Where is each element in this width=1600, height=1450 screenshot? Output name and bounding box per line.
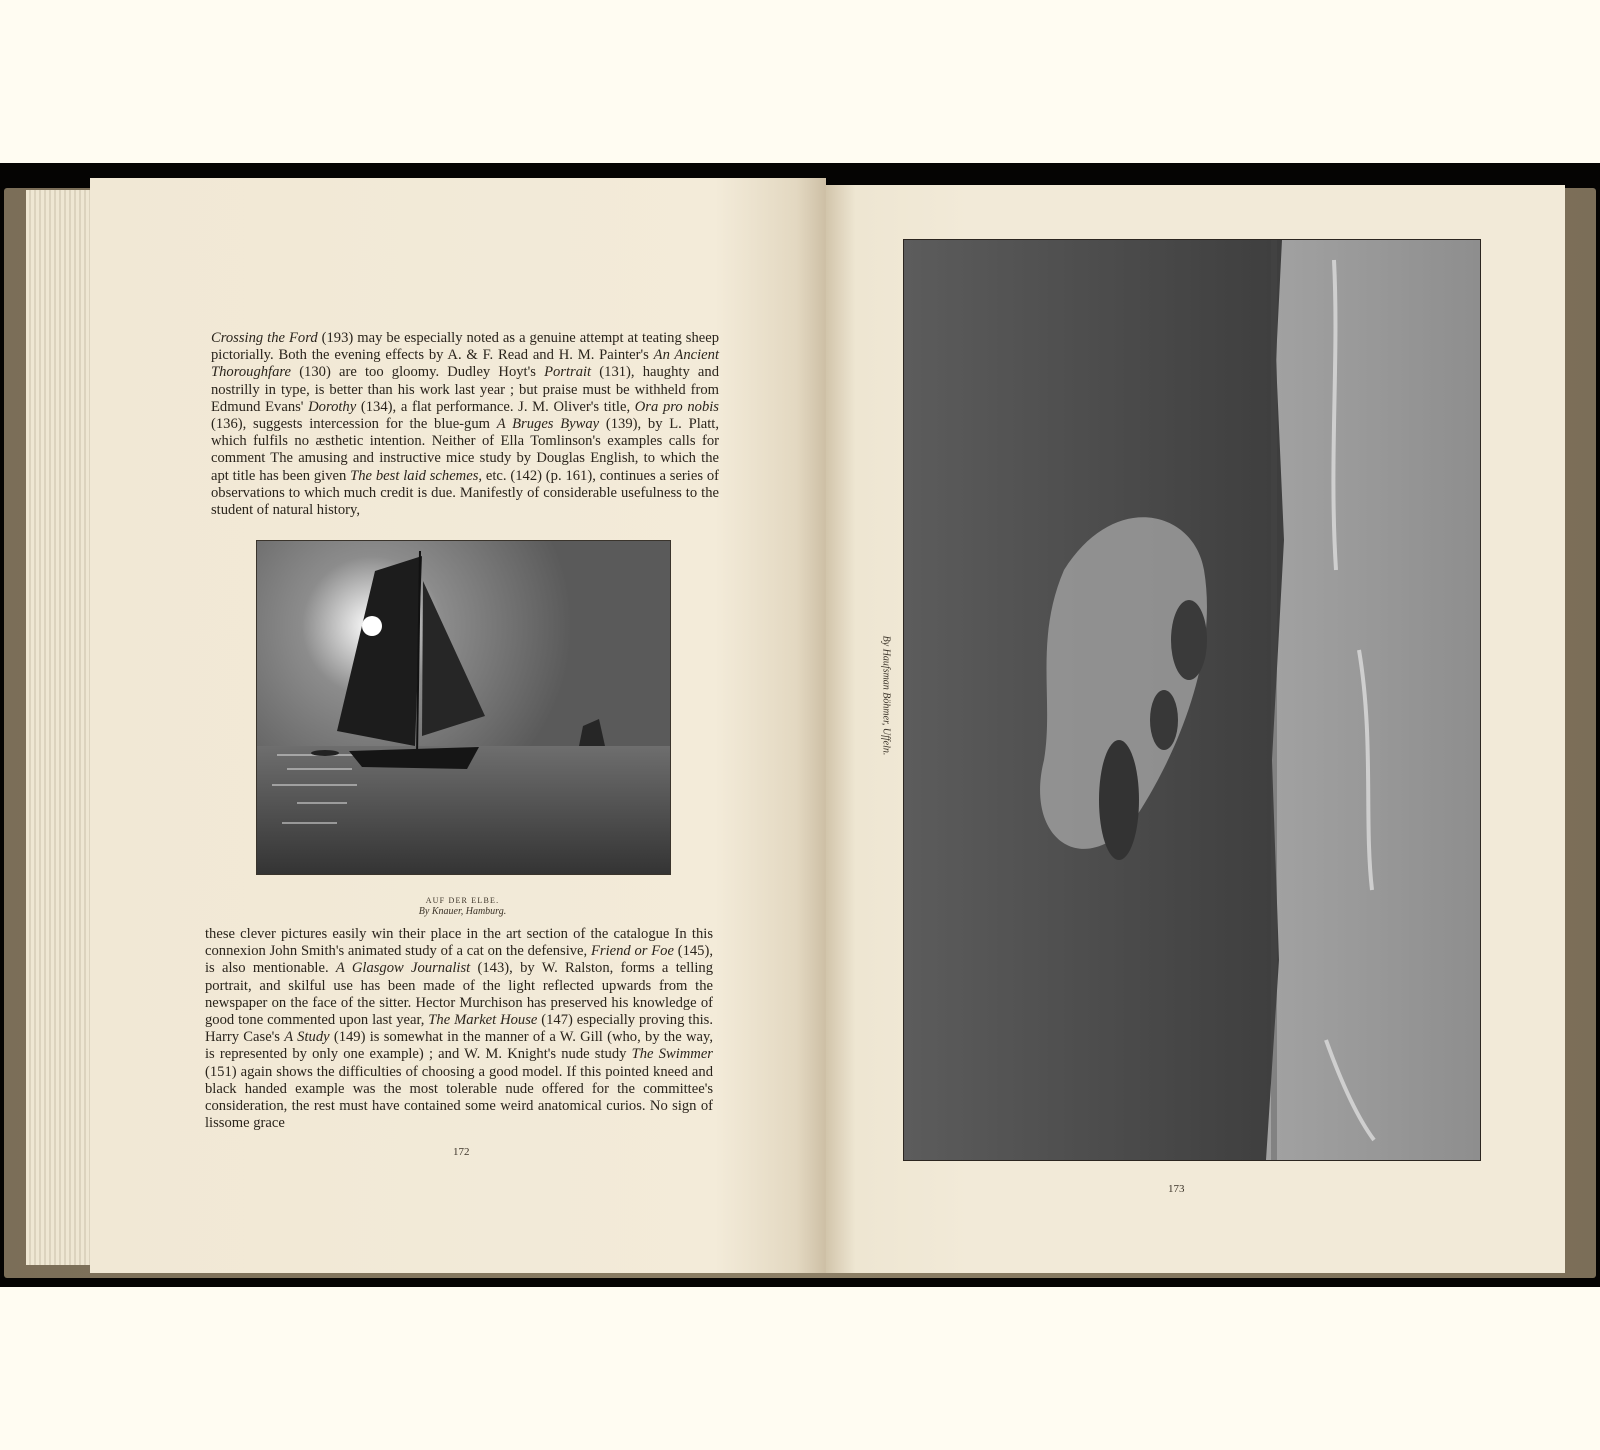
text-run: these clever pictures easily win their place in the art section of the catalogue In this connexion John Smith's animated study of a cat on the defensive, [205, 926, 713, 960]
plate-credit-text: By Haufsman Böhmer, Uffeln. [880, 635, 892, 756]
title-italic: The Market House [428, 1012, 538, 1029]
page-number-left: 172 [453, 1146, 470, 1158]
title-italic: A Glasgow Journalist [335, 960, 471, 977]
landscape-plate-photograph [903, 239, 1481, 1161]
title-italic: Friend or Foe [590, 943, 674, 960]
title-italic: Ora pro nobis [634, 398, 719, 415]
title-italic: Portrait [544, 364, 592, 381]
sailboat-photograph [256, 540, 671, 875]
page-edges [26, 190, 92, 1265]
title-italic: A Study [284, 1029, 330, 1046]
text-run: (134), a flat performance. J. M. Oliver's title, [356, 398, 635, 415]
text-run: (193) may be especially noted as a genuine attempt at teating sheep pictorially. Both the evening effects by A. & F. Read and H. M. Painter's [211, 330, 719, 364]
text-run: (139), by L. Platt, which fulfils no æsthetic intention. Neither of Ella Tomlinson's examples calls for comment The amusing and instructive mice study by Douglas English, to which the apt title has been given [211, 416, 719, 484]
text-run: (130) are too gloomy. Dudley Hoyt's [291, 364, 545, 381]
body-paragraph-bottom [205, 926, 713, 1132]
text-run: (145), is also mentionable. [205, 943, 713, 977]
text-run: (131), haughty and nostrilly in type, is better than his work last year ; but praise must be withheld from Edmund Evans' [211, 364, 719, 415]
plate-credit [876, 625, 896, 775]
page-number-right: 173 [1168, 1183, 1185, 1195]
text-run: (143), by W. Ralston, forms a telling portrait, and skilful use has been made of the light reflected upwards from the newspaper on the face of the sitter. Hector Murchison has preserved his knowledge of good tone commented upon last year, [205, 960, 713, 1029]
figure-caption-title: AUF DER ELBE. [425, 896, 500, 905]
text-run: (136), suggests intercession for the blue-gum [211, 416, 497, 433]
title-italic: The Swimmer [631, 1046, 713, 1063]
title-italic: A Bruges Byway [496, 416, 600, 433]
title-italic: An Ancient Thoroughfare [211, 347, 719, 381]
body-paragraph-top [211, 330, 719, 519]
title-italic: The best laid schemes, [350, 467, 483, 484]
text-run: (147) especially proving this. Harry Case's [205, 1012, 713, 1046]
title-italic: Crossing the Ford [211, 330, 318, 346]
text-run: (151) again shows the difficulties of choosing a good model. If this pointed kneed and black handed example was the most tolerable nude offered for the committee's consideration, the rest must have contained some weird anatomical curios. No sign of lissome grace [205, 1063, 713, 1132]
text-run: (149) is somewhat in the manner of a W. Gill (who, by the way, is represented by only one example) ; and W. M. Knight's nude study [205, 1029, 713, 1063]
figure-caption-credit: By Knauer, Hamburg. [418, 906, 507, 917]
title-italic: Dorothy [308, 398, 357, 415]
text-run: etc. (142) (p. 161), continues a series of observations to which much credit is due. Manifestly of considerable usefulness to the student of natural history, [211, 467, 719, 519]
